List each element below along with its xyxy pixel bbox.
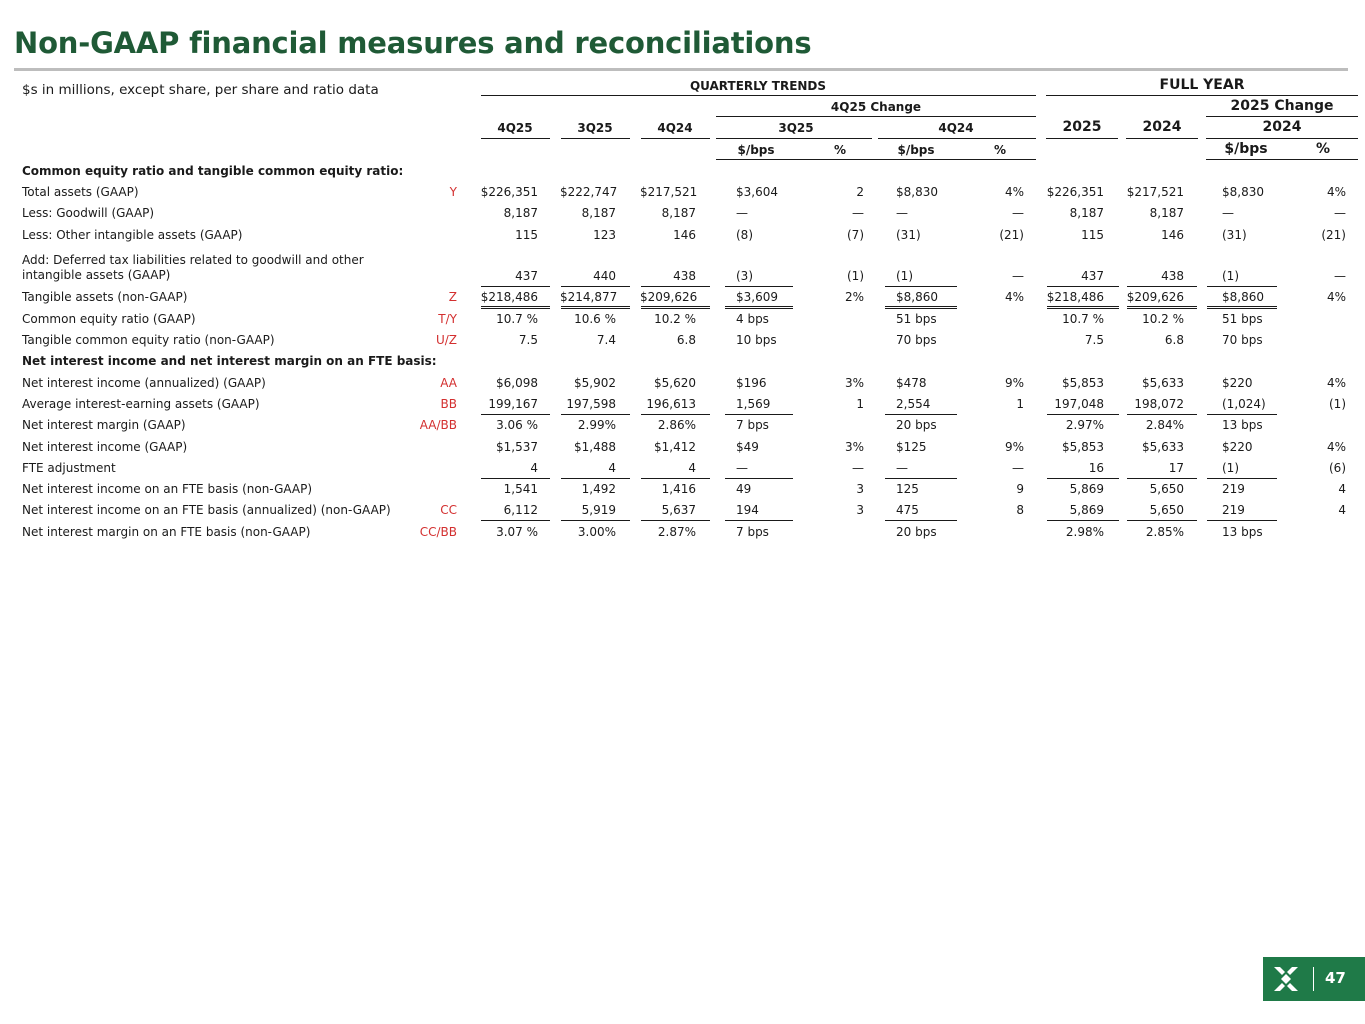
- col-fy-2024: 2024: [1142, 119, 1182, 135]
- total-underline: [481, 520, 550, 521]
- value-cell: 5,650: [1149, 503, 1184, 517]
- value-cell: 146: [1161, 228, 1184, 242]
- value-cell: —: [852, 461, 864, 475]
- total-underline: [725, 414, 793, 415]
- value-cell: 8,187: [661, 206, 696, 220]
- value-cell: (1): [1222, 269, 1239, 283]
- row-label: [22, 253, 364, 283]
- value-cell: —: [736, 206, 748, 220]
- section-heading: Net interest income and net interest margin on an FTE basis:: [22, 354, 437, 368]
- value-cell: 437: [1081, 269, 1104, 283]
- value-cell: 8,187: [503, 206, 538, 220]
- value-cell: 10.2 %: [654, 312, 696, 326]
- total-underline: [1127, 286, 1197, 287]
- total-underline: [561, 414, 630, 415]
- value-cell: $218,486: [480, 290, 538, 304]
- value-cell: 146: [673, 228, 696, 242]
- subcol-rule-fy: [1206, 159, 1358, 160]
- value-cell: 6.8: [1164, 333, 1184, 347]
- units-note: $s in millions, except share, per share and ratio data: [22, 82, 379, 98]
- value-cell: 20 bps: [896, 525, 937, 539]
- value-cell: 9%: [1004, 376, 1024, 390]
- value-cell: 3%: [844, 440, 864, 454]
- col-pct-fy: %: [1315, 141, 1331, 157]
- value-cell: (1): [896, 269, 913, 283]
- value-cell: (8): [736, 228, 753, 242]
- value-cell: $5,853: [1062, 440, 1104, 454]
- value-cell: $8,830: [1222, 185, 1264, 199]
- total-underline: [561, 520, 630, 521]
- value-cell: 13 bps: [1222, 525, 1263, 539]
- total-underline: [1207, 520, 1277, 521]
- total-underline: [481, 286, 550, 287]
- brand-logo: [1263, 957, 1365, 1001]
- row-label: Less: Other intangible assets (GAAP): [22, 228, 243, 242]
- value-cell: $125: [896, 440, 927, 454]
- citizens-logo-icon: [1272, 965, 1300, 993]
- value-cell: 3.06 %: [496, 418, 538, 432]
- value-cell: $217,521: [1126, 185, 1184, 199]
- col-4q24-rule: [641, 138, 710, 139]
- value-cell: $1,488: [574, 440, 616, 454]
- value-cell: 4%: [1326, 290, 1346, 304]
- total-underline: [885, 414, 957, 415]
- value-cell: 10.2 %: [1142, 312, 1184, 326]
- total-underline: [1047, 478, 1119, 479]
- total-underline: [481, 414, 550, 415]
- ratio-code: Z: [448, 290, 457, 304]
- subcol-rule-quarterly: [716, 159, 1036, 160]
- double-underline: [885, 306, 957, 309]
- value-cell: $218,486: [1046, 290, 1104, 304]
- value-cell: 6,112: [503, 503, 538, 517]
- value-cell: 5,869: [1069, 482, 1104, 496]
- col-change-3q25: 3Q25: [778, 121, 814, 135]
- value-cell: $220: [1222, 440, 1253, 454]
- value-cell: 2.85%: [1145, 525, 1184, 539]
- total-underline: [641, 286, 710, 287]
- col-bps-4q24: $/bps: [897, 143, 935, 157]
- total-underline: [641, 414, 710, 415]
- row-label-line-1: Add: Deferred tax liabilities related to goodwill and other: [22, 253, 364, 267]
- full-year-rule: [1046, 95, 1358, 96]
- value-cell: —: [736, 461, 748, 475]
- value-cell: 4: [688, 461, 696, 475]
- value-cell: (21): [1321, 228, 1346, 242]
- total-underline: [641, 520, 710, 521]
- q-change-header: 4Q25 Change: [830, 100, 922, 114]
- value-cell: 10.6 %: [574, 312, 616, 326]
- value-cell: 125: [896, 482, 919, 496]
- value-cell: $209,626: [640, 290, 698, 304]
- value-cell: 70 bps: [1222, 333, 1263, 347]
- col-pct-4q24: %: [993, 143, 1007, 157]
- value-cell: 5,650: [1149, 482, 1184, 496]
- double-underline: [481, 306, 550, 309]
- value-cell: $49: [736, 440, 759, 454]
- value-cell: 4%: [1326, 376, 1346, 390]
- value-cell: 3: [856, 482, 864, 496]
- value-cell: 1,541: [503, 482, 538, 496]
- value-cell: 3.07 %: [496, 525, 538, 539]
- value-cell: 5,869: [1069, 503, 1104, 517]
- value-cell: 438: [673, 269, 696, 283]
- col-4q25-rule: [481, 138, 550, 139]
- value-cell: 438: [1161, 269, 1184, 283]
- total-underline: [1047, 286, 1119, 287]
- value-cell: $6,098: [496, 376, 538, 390]
- value-cell: —: [1334, 269, 1346, 283]
- col-pct-3q25: %: [833, 143, 847, 157]
- value-cell: —: [1334, 206, 1346, 220]
- row-label-line-2: intangible assets (GAAP): [22, 268, 171, 282]
- value-cell: (1): [1329, 397, 1346, 411]
- value-cell: 3: [856, 503, 864, 517]
- col-4q24: 4Q24: [657, 121, 693, 135]
- q-change-rule: [716, 116, 1036, 117]
- logo-separator: [1313, 967, 1314, 991]
- value-cell: —: [1012, 269, 1024, 283]
- row-label: Tangible common equity ratio (non-GAAP): [22, 333, 275, 347]
- value-cell: 219: [1222, 503, 1245, 517]
- value-cell: 5,637: [661, 503, 696, 517]
- value-cell: $209,626: [1126, 290, 1184, 304]
- ratio-code: Y: [449, 185, 457, 199]
- value-cell: 115: [515, 228, 538, 242]
- row-label: Average interest-earning assets (GAAP): [22, 397, 260, 411]
- value-cell: 115: [1081, 228, 1104, 242]
- total-underline: [1127, 478, 1197, 479]
- total-underline: [725, 286, 793, 287]
- value-cell: 5,919: [581, 503, 616, 517]
- col-change-3q25-rule: [716, 138, 872, 139]
- total-underline: [1047, 414, 1119, 415]
- value-cell: 1,492: [581, 482, 616, 496]
- value-cell: $226,351: [480, 185, 538, 199]
- value-cell: 51 bps: [1222, 312, 1263, 326]
- ratio-code: T/Y: [438, 312, 457, 326]
- value-cell: 4: [1338, 482, 1346, 496]
- value-cell: $5,620: [654, 376, 696, 390]
- value-cell: $3,609: [736, 290, 778, 304]
- value-cell: 4 bps: [736, 312, 769, 326]
- value-cell: 123: [593, 228, 616, 242]
- total-underline: [1127, 520, 1197, 521]
- total-underline: [561, 478, 630, 479]
- ratio-code: AA: [440, 376, 457, 390]
- value-cell: $1,537: [496, 440, 538, 454]
- value-cell: 437: [515, 269, 538, 283]
- value-cell: (21): [999, 228, 1024, 242]
- col-fy-2024-rule: [1126, 138, 1198, 139]
- double-underline: [1127, 306, 1197, 309]
- value-cell: 2.98%: [1065, 525, 1104, 539]
- quarterly-trends-header: QUARTERLY TRENDS: [689, 79, 827, 93]
- value-cell: (6): [1329, 461, 1346, 475]
- value-cell: 2.84%: [1145, 418, 1184, 432]
- value-cell: 3.00%: [577, 525, 616, 539]
- value-cell: (31): [896, 228, 921, 242]
- value-cell: $196: [736, 376, 767, 390]
- double-underline: [1207, 306, 1277, 309]
- value-cell: 2.99%: [577, 418, 616, 432]
- value-cell: $217,521: [640, 185, 698, 199]
- value-cell: 70 bps: [896, 333, 937, 347]
- col-bps-3q25: $/bps: [737, 143, 775, 157]
- value-cell: $8,830: [896, 185, 938, 199]
- value-cell: (3): [736, 269, 753, 283]
- value-cell: $5,902: [574, 376, 616, 390]
- value-cell: 20 bps: [896, 418, 937, 432]
- value-cell: 2.87%: [657, 525, 696, 539]
- total-underline: [1207, 478, 1277, 479]
- ratio-code: CC/BB: [419, 525, 457, 539]
- value-cell: 4: [1338, 503, 1346, 517]
- value-cell: 1,416: [661, 482, 696, 496]
- col-4q25: 4Q25: [497, 121, 533, 135]
- double-underline: [1047, 306, 1119, 309]
- value-cell: 1,569: [736, 397, 771, 411]
- value-cell: 8,187: [1149, 206, 1184, 220]
- value-cell: —: [1012, 461, 1024, 475]
- value-cell: $226,351: [1046, 185, 1104, 199]
- col-change-4q24-rule: [878, 138, 1036, 139]
- value-cell: 10.7 %: [1062, 312, 1104, 326]
- value-cell: 2,554: [896, 397, 931, 411]
- value-cell: $478: [896, 376, 927, 390]
- double-underline: [641, 306, 710, 309]
- row-label: Common equity ratio (GAAP): [22, 312, 196, 326]
- fy-change-rule: [1206, 116, 1358, 117]
- value-cell: (7): [847, 228, 864, 242]
- value-cell: 13 bps: [1222, 418, 1263, 432]
- full-year-header: FULL YEAR: [1159, 77, 1245, 93]
- total-underline: [561, 286, 630, 287]
- value-cell: 1: [856, 397, 864, 411]
- section-heading: Common equity ratio and tangible common equity ratio:: [22, 164, 404, 178]
- col-fy-2025-rule: [1046, 138, 1118, 139]
- value-cell: $3,604: [736, 185, 778, 199]
- total-underline: [885, 286, 957, 287]
- double-underline: [725, 306, 793, 309]
- value-cell: 194: [736, 503, 759, 517]
- value-cell: —: [852, 206, 864, 220]
- value-cell: 8: [1016, 503, 1024, 517]
- value-cell: 2%: [844, 290, 864, 304]
- value-cell: (1,024): [1222, 397, 1266, 411]
- row-label: Tangible assets (non-GAAP): [22, 290, 188, 304]
- value-cell: 9: [1016, 482, 1024, 496]
- row-label: Net interest income on an FTE basis (non-GAAP): [22, 482, 313, 496]
- value-cell: 198,072: [1134, 397, 1184, 411]
- value-cell: 440: [593, 269, 616, 283]
- total-underline: [1047, 520, 1119, 521]
- value-cell: 1: [1016, 397, 1024, 411]
- value-cell: $220: [1222, 376, 1253, 390]
- value-cell: (1): [847, 269, 864, 283]
- value-cell: 2.86%: [657, 418, 696, 432]
- value-cell: $222,747: [560, 185, 618, 199]
- value-cell: 4%: [1004, 290, 1024, 304]
- col-3q25: 3Q25: [577, 121, 613, 135]
- page-title: Non-GAAP financial measures and reconciliations: [14, 26, 812, 60]
- value-cell: 49: [736, 482, 752, 496]
- value-cell: 219: [1222, 482, 1245, 496]
- quarterly-trends-rule: [481, 95, 1036, 96]
- value-cell: 197,598: [566, 397, 616, 411]
- ratio-code: AA/BB: [419, 418, 457, 432]
- total-underline: [641, 478, 710, 479]
- col-fy-2025: 2025: [1062, 119, 1102, 135]
- value-cell: —: [896, 461, 908, 475]
- value-cell: 2.97%: [1065, 418, 1104, 432]
- value-cell: —: [896, 206, 908, 220]
- value-cell: (1): [1222, 461, 1239, 475]
- value-cell: 51 bps: [896, 312, 937, 326]
- ratio-code: CC: [440, 503, 457, 517]
- total-underline: [1207, 414, 1277, 415]
- col-3q25-rule: [561, 138, 630, 139]
- value-cell: 4%: [1004, 185, 1024, 199]
- value-cell: $8,860: [896, 290, 938, 304]
- value-cell: 197,048: [1054, 397, 1104, 411]
- value-cell: $5,633: [1142, 440, 1184, 454]
- total-underline: [725, 520, 793, 521]
- value-cell: 7.4: [596, 333, 616, 347]
- value-cell: 10.7 %: [496, 312, 538, 326]
- total-underline: [885, 478, 957, 479]
- value-cell: (31): [1222, 228, 1247, 242]
- value-cell: 9%: [1004, 440, 1024, 454]
- row-label: Net interest income (annualized) (GAAP): [22, 376, 266, 390]
- total-underline: [1127, 414, 1197, 415]
- fy-change-header: 2025 Change: [1230, 98, 1334, 114]
- value-cell: 8,187: [581, 206, 616, 220]
- total-underline: [885, 520, 957, 521]
- value-cell: 196,613: [646, 397, 696, 411]
- row-label: Net interest margin on an FTE basis (non-GAAP): [22, 525, 311, 539]
- value-cell: 4: [530, 461, 538, 475]
- value-cell: $5,853: [1062, 376, 1104, 390]
- row-label: Less: Goodwill (GAAP): [22, 206, 155, 220]
- row-label: Total assets (GAAP): [22, 185, 139, 199]
- value-cell: 4%: [1326, 185, 1346, 199]
- value-cell: $5,633: [1142, 376, 1184, 390]
- total-underline: [725, 478, 793, 479]
- title-divider: [14, 68, 1348, 71]
- col-fy-change-2024-rule: [1206, 138, 1358, 139]
- value-cell: 7.5: [518, 333, 538, 347]
- col-change-4q24: 4Q24: [938, 121, 974, 135]
- row-label: FTE adjustment: [22, 461, 116, 475]
- value-cell: 17: [1168, 461, 1184, 475]
- value-cell: 16: [1088, 461, 1104, 475]
- value-cell: $8,860: [1222, 290, 1264, 304]
- value-cell: 6.8: [676, 333, 696, 347]
- value-cell: 2: [856, 185, 864, 199]
- double-underline: [561, 306, 630, 309]
- row-label: Net interest income (GAAP): [22, 440, 188, 454]
- row-label: Net interest margin (GAAP): [22, 418, 186, 432]
- col-fy-change-2024: 2024: [1262, 119, 1302, 135]
- total-underline: [481, 478, 550, 479]
- value-cell: 7.5: [1084, 333, 1104, 347]
- row-label: Net interest income on an FTE basis (annualized) (non-GAAP): [22, 503, 391, 517]
- ratio-code: U/Z: [435, 333, 457, 347]
- value-cell: 4%: [1326, 440, 1346, 454]
- value-cell: $214,877: [560, 290, 618, 304]
- value-cell: 475: [896, 503, 919, 517]
- total-underline: [1207, 286, 1277, 287]
- value-cell: 199,167: [488, 397, 538, 411]
- value-cell: 10 bps: [736, 333, 777, 347]
- value-cell: 4: [608, 461, 616, 475]
- page-number: 47: [1325, 969, 1346, 987]
- value-cell: 8,187: [1069, 206, 1104, 220]
- value-cell: —: [1012, 206, 1024, 220]
- ratio-code: BB: [440, 397, 457, 411]
- value-cell: $1,412: [654, 440, 696, 454]
- value-cell: 7 bps: [736, 525, 769, 539]
- value-cell: —: [1222, 206, 1234, 220]
- value-cell: 3%: [844, 376, 864, 390]
- value-cell: 7 bps: [736, 418, 769, 432]
- col-bps-fy: $/bps: [1224, 141, 1268, 157]
